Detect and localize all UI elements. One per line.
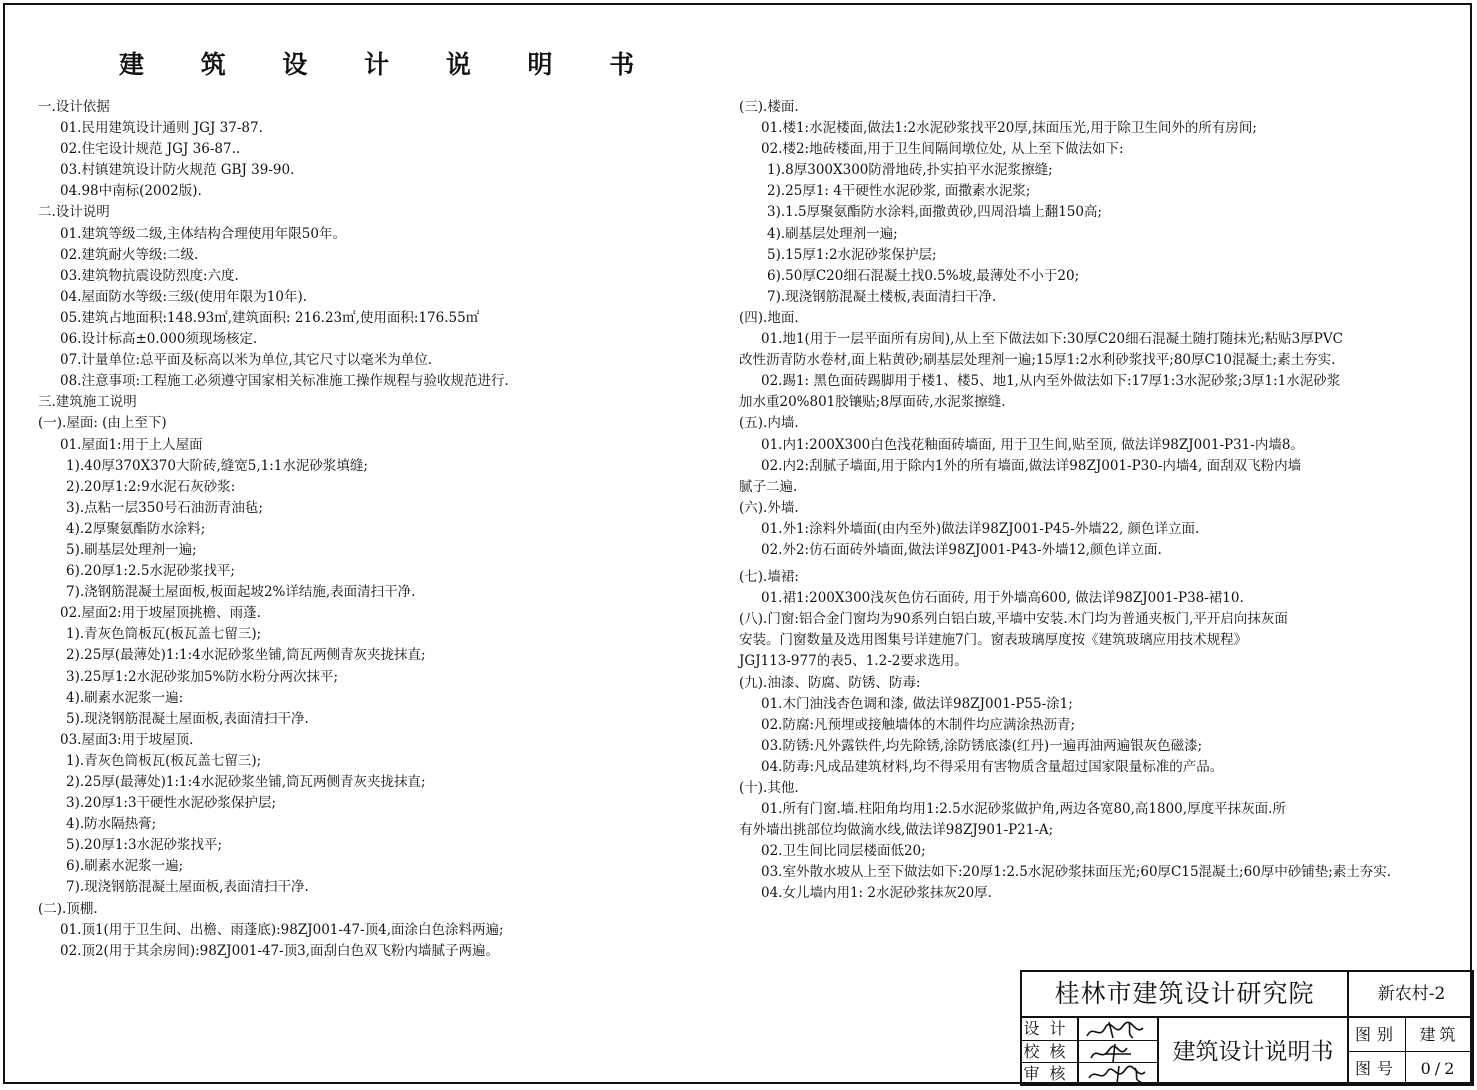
- section-line: (二).顶棚.: [38, 900, 98, 917]
- section-line: (一).屋面: (由上至下): [38, 415, 167, 432]
- drawing-meta: [1349, 1018, 1474, 1086]
- divider: [1077, 1018, 1079, 1084]
- item-line: 01.建筑等级二级,主体结构合理使用年限50年。: [60, 225, 346, 242]
- item-line: 03.屋面3:用于坡屋顶.: [60, 731, 194, 748]
- item-line: 1).40厚370X370大阶砖,缝宽5,1:1水泥砂浆填缝;: [66, 457, 368, 474]
- item-line: 5).20厚1:3水泥砂浆找平;: [66, 837, 223, 854]
- item-line: 3).1.5厚聚氨酯防水涂料,面撒黄砂,四周沿墙上翻150高;: [767, 204, 1103, 221]
- item-line: 1).8厚300X300防滑地砖,扑实拍平水泥浆擦缝;: [767, 162, 1053, 179]
- section-line: 有外墙出挑部位均做滴水线,做法详98ZJ901-P21-A;: [739, 822, 1054, 839]
- item-line: 02.建筑耐火等级:二级.: [60, 246, 199, 263]
- item-line: 02.住宅设计规范 JGJ 36-87..: [60, 141, 241, 158]
- item-line: 4).2厚聚氨酯防水涂料;: [66, 520, 206, 537]
- item-line: 01.木门油浅杏色调和漆, 做法详98ZJ001-P55-涂1;: [761, 695, 1073, 712]
- item-line: 03.防锈:凡外露铁件,均先除锈,涂防锈底漆(红丹)一遍再油两遍银灰色磁漆;: [761, 737, 1203, 754]
- item-line: 2).25厚1: 4干硬性水泥砂浆, 面撒素水泥浆;: [767, 183, 1031, 200]
- divider: [1022, 1062, 1157, 1063]
- item-line: 01.屋面1:用于上人屋面: [60, 436, 203, 453]
- item-line: 01.楼1:水泥楼面,做法1:2水泥砂浆找平20厚,抹面压光,用于除卫生间外的所有房间;: [761, 120, 1257, 137]
- item-line: 5).15厚1:2水泥砂浆保护层;: [767, 246, 937, 263]
- item-line: 01.内1:200X300白色浅花釉面砖墙面, 用于卫生间,贴至顶, 做法详98ZJ001-P31-内墙8。: [761, 436, 1304, 453]
- item-line: 03.村镇建筑设计防火规范 GBJ 39-90.: [60, 162, 295, 179]
- section-line: (六).外墙.: [739, 499, 799, 516]
- section-line: (八).门窗:铝合金门窗均为90系列白铝白玻,平墙中安装.木门均为普通夹板门,平开启向抹灰面: [739, 611, 1288, 628]
- signatures: [1079, 1018, 1157, 1086]
- item-line: 2).25厚(最薄处)1:1:4水泥砂浆坐铺,筒瓦两侧青灰夹拢抹直;: [66, 774, 426, 790]
- item-line: 2).20厚1:2:9水泥石灰砂浆:: [66, 478, 236, 495]
- page-title: 建 筑 设 计 说 明 书: [119, 50, 659, 79]
- divider: [1349, 1051, 1474, 1052]
- item-line: 01.顶1(用于卫生间、出檐、雨蓬底):98ZJ001-47-顶4,面涂白色涂料两遍;: [60, 921, 504, 938]
- item-line: 5).刷基层处理剂一遍;: [66, 541, 197, 558]
- item-line: 01.民用建筑设计通则 JGJ 37-87.: [60, 120, 263, 137]
- section-line: 腻子二遍.: [739, 478, 798, 495]
- project-name: 新农村-2: [1377, 984, 1446, 1004]
- item-line: 1).青灰色筒板瓦(板瓦盖七留三);: [66, 752, 262, 769]
- item-line: 05.建筑占地面积:148.93㎡,建筑面积: 216.23㎡,使用面积:176.55㎡: [60, 309, 480, 326]
- item-line: 7).浇钢筋混凝土屋面板,板面起坡2%详结施,表面清扫干净.: [66, 584, 416, 601]
- divider: [1157, 1018, 1159, 1084]
- section-line: (七).墙裙:: [739, 569, 799, 586]
- item-line: 3).25厚1:2水泥砂浆加5%防水粉分两次抹平;: [66, 668, 339, 685]
- item-line: 03.室外散水坡从上至下做法如下:20厚1:2.5水泥砂浆抹面压光;60厚C15混凝土;60厚中砂铺垫;素土夯实.: [761, 864, 1392, 881]
- item-line: 1).青灰色筒板瓦(板瓦盖七留三);: [66, 626, 262, 643]
- role-check: 校核: [1023, 1041, 1076, 1061]
- section-line: 一.设计依据: [38, 99, 110, 115]
- item-line: 01.外1:涂料外墙面(由内至外)做法详98ZJ001-P45-外墙22, 颜色详立面.: [761, 520, 1200, 537]
- section-line: (十).其他.: [739, 780, 799, 796]
- item-line: 6).50厚C20细石混凝土找0.5%坡,最薄处不小于20;: [767, 267, 1080, 284]
- drawing-name: 建筑设计说明书: [1172, 1039, 1334, 1065]
- category-value: 建筑: [1419, 1025, 1460, 1044]
- item-line: 6).刷素水泥浆一遍;: [66, 858, 184, 875]
- item-line: 7).现浇钢筋混凝土楼板,表面清扫干净.: [767, 288, 997, 305]
- item-line: 2).25厚(最薄处)1:1:4水泥砂浆坐铺,筒瓦两侧青灰夹拢抹直;: [66, 647, 426, 664]
- divider: [1022, 1040, 1157, 1041]
- left-column: [38, 97, 509, 962]
- section-line: JGJ113-977的表5、1.2-2要求选用。: [739, 653, 968, 670]
- section-line: 安装。门窗数量及选用图集号详建施7门。窗表玻璃厚度按《建筑玻璃应用技术规程》: [739, 632, 1248, 649]
- item-line: 5).现浇钢筋混凝土屋面板,表面清扫干净.: [66, 710, 309, 727]
- item-line: 02.外2:仿石面砖外墙面,做法详98ZJ001-P43-外墙12,颜色详立面.: [761, 541, 1162, 558]
- handwritten-signatures: [1079, 1018, 1157, 1086]
- item-line: 04.女儿墙内用1: 2水泥砂浆抹灰20厚.: [761, 885, 992, 902]
- item-line: 4).刷基层处理剂一遍;: [767, 225, 898, 242]
- role-review: 审核: [1023, 1064, 1076, 1084]
- item-line: 4).刷素水泥浆一遍:: [66, 689, 184, 706]
- title-block: [1020, 970, 1474, 1086]
- section-line: (九).油漆、防腐、防锈、防毒:: [739, 674, 921, 691]
- item-line: 7).现浇钢筋混凝土屋面板,表面清扫干净.: [66, 879, 309, 896]
- item-line: 02.楼2:地砖楼面,用于卫生间隔间墩位处, 从上至下做法如下:: [761, 141, 1124, 158]
- item-line: 03.建筑物抗震设防烈度:六度.: [60, 267, 239, 284]
- section-line: (五).内墙.: [739, 415, 799, 432]
- item-line: 01.地1(用于一层平面所有房间),从上至下做法如下:30厚C20细石混凝土随打随抹光;粘贴3厚PVC: [761, 331, 1343, 348]
- section-line: (四).地面.: [739, 309, 799, 326]
- item-line: 6).20厚1:2.5水泥砂浆找平;: [66, 563, 235, 580]
- section-line: 加水重20%801胶镶贴;8厚面砖,水泥浆擦缝.: [739, 394, 1006, 411]
- item-line: 02.内2:刮腻子墙面,用于除内1外的所有墙面,做法详98ZJ001-P30-内墙4, 面刮双飞粉内墙: [761, 457, 1302, 474]
- number-label: 图号: [1354, 1059, 1399, 1078]
- item-line: 3).20厚1:3干硬性水泥砂浆保护层;: [66, 795, 277, 812]
- section-line: 二.设计说明: [38, 204, 110, 221]
- item-line: 04.98中南标(2002版).: [60, 183, 202, 200]
- drawing-sheet: [3, 3, 1472, 1084]
- item-line: 02.踢1: 黑色面砖踢脚用于楼1、楼5、地1,从内至外做法如下:17厚1:3水泥砂浆;3厚1:1水泥砂浆: [761, 373, 1341, 390]
- institute-name: 桂林市建筑设计研究院: [1054, 979, 1315, 1008]
- item-line: 04.屋面防水等级:三级(使用年限为10年).: [60, 288, 308, 305]
- section-line: 三.建筑施工说明: [38, 394, 137, 411]
- category-row: [1349, 1018, 1474, 1052]
- item-line: 4).防水隔热膏;: [66, 816, 157, 833]
- right-column: [739, 97, 1391, 905]
- item-line: 02.屋面2:用于坡屋顶挑檐、雨蓬.: [60, 605, 261, 622]
- item-line: 06.设计标高±0.000须现场核定.: [60, 331, 258, 348]
- item-line: 04.防毒:凡成品建筑材料,均不得采用有害物质含量超过国家限量标准的产品。: [761, 758, 1224, 775]
- item-line: 02.卫生间比同层楼面低20;: [761, 843, 926, 860]
- item-line: 01.裙1:200X300浅灰色仿石面砖, 用于外墙高600, 做法详98ZJ001-P38-裙10.: [761, 590, 1244, 607]
- item-line: 08.注意事项:工程施工必须遵守国家相关标准施工操作规程与验收规范进行.: [60, 373, 509, 390]
- role-labels: [1022, 1018, 1077, 1086]
- item-line: 07.计量单位:总平面及标高以米为单位,其它尺寸以毫米为单位.: [60, 352, 433, 369]
- divider: [1347, 972, 1349, 1084]
- section-line: (三).楼面.: [739, 99, 799, 115]
- item-line: 01.所有门窗.墙.柱阳角均用1:2.5水泥砂浆做护角,两边各宽80,高1800,厚度平抹灰面.所: [761, 801, 1286, 818]
- item-line: 3).点粘一层350号石油沥青油毡;: [66, 499, 263, 516]
- section-line: 改性沥青防水卷材,面上粘黄砂;刷基层处理剂一遍;15厚1:2水利砂浆找平;80厚C10混凝土;素土夯实.: [739, 352, 1336, 369]
- number-value: 0/2: [1420, 1059, 1459, 1078]
- item-line: 02.防腐:凡预埋或接触墙体的木制件均应满涂热沥青;: [761, 716, 1076, 733]
- role-design: 设计: [1023, 1019, 1076, 1038]
- item-line: 02.顶2(用于其余房间):98ZJ001-47-顶3,面刮白色双飞粉内墙腻子两遍。: [60, 942, 500, 959]
- category-label: 图别: [1354, 1025, 1399, 1044]
- divider: [1405, 1018, 1406, 1084]
- number-row: [1349, 1052, 1474, 1086]
